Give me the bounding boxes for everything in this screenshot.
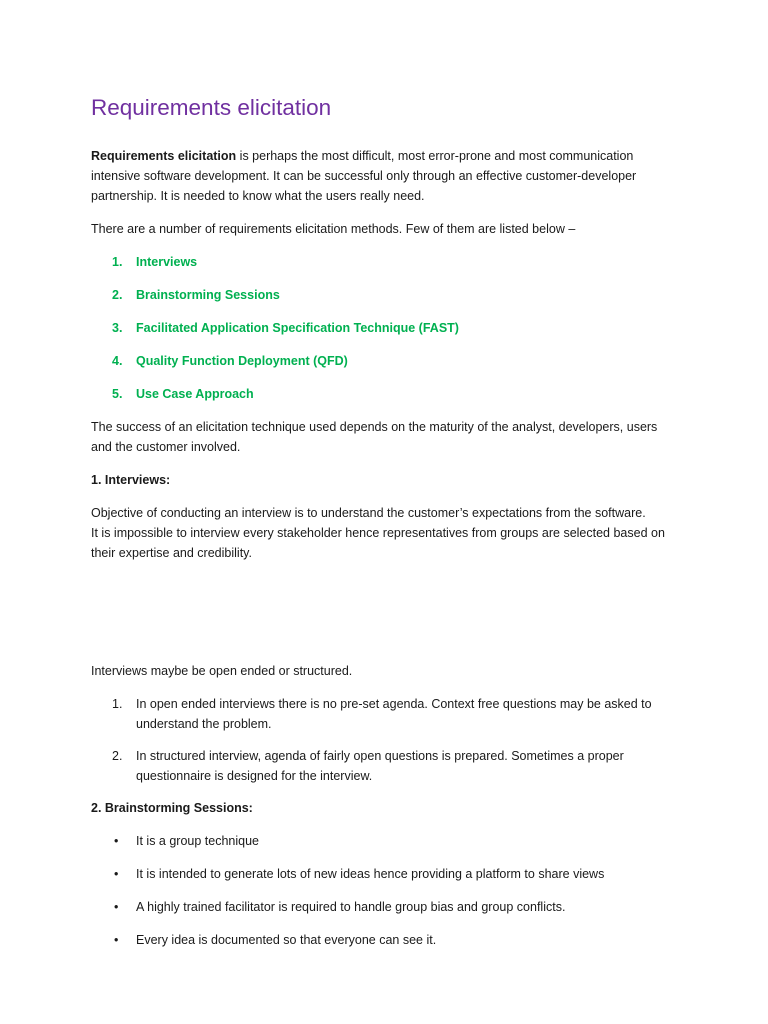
- bullet-icon: •: [114, 867, 119, 881]
- brainstorming-heading: 2. Brainstorming Sessions:: [91, 801, 253, 815]
- intro-bold-term: Requirements elicitation: [91, 149, 237, 163]
- interview-type-text: In structured interview, agenda of fairly open questions is prepared. Sometimes a proper questionnaire is designed for the interview.: [136, 749, 624, 783]
- method-label: Quality Function Deployment (QFD): [136, 354, 348, 368]
- method-label: Interviews: [136, 255, 198, 269]
- methods-intro: There are a number of requirements elicitation methods. Few of them are listed below –: [91, 222, 576, 236]
- brainstorming-item: [91, 831, 681, 851]
- interview-types-intro: Interviews maybe be open ended or structured.: [91, 664, 353, 678]
- list-number: 3.: [112, 321, 123, 335]
- success-paragraph: The success of an elicitation technique used depends on the maturity of the analyst, developers, users and the customer involved.: [91, 420, 658, 454]
- method-item: [91, 285, 681, 305]
- interviews-heading: 1. Interviews:: [91, 473, 171, 487]
- method-item: [91, 384, 681, 404]
- method-label: Brainstorming Sessions: [136, 288, 280, 302]
- method-label: Facilitated Application Specification Technique (FAST): [136, 321, 459, 335]
- brainstorming-item: [91, 930, 681, 950]
- interview-type-item: [91, 746, 681, 786]
- brainstorming-item: [91, 864, 681, 884]
- brainstorming-text: A highly trained facilitator is required to handle group bias and group conflicts.: [136, 900, 566, 914]
- bullet-icon: •: [114, 834, 119, 848]
- method-item: [91, 252, 681, 272]
- interviews-objective: Objective of conducting an interview is to understand the customer’s expectations from the software.: [91, 506, 646, 520]
- brainstorming-text: It is a group technique: [136, 834, 259, 848]
- intro-paragraph: [91, 146, 681, 206]
- interview-type-text: In open ended interviews there is no pre-set agenda. Context free questions may be asked to understand the problem.: [136, 697, 652, 731]
- document-page: [91, 92, 681, 963]
- brainstorming-text: Every idea is documented so that everyone can see it.: [136, 933, 437, 947]
- blank-space: [91, 576, 681, 661]
- method-item: [91, 351, 681, 371]
- brainstorming-text: It is intended to generate lots of new ideas hence providing a platform to share views: [136, 867, 605, 881]
- intro-text: is perhaps the most difficult, most error-prone and most communication intensive software development. It can be successful only through an effective customer-developer partnership. It is needed to know what the users really need.: [91, 149, 637, 203]
- brainstorming-list: [91, 831, 681, 950]
- interview-type-item: [91, 694, 681, 734]
- bullet-icon: •: [114, 933, 119, 947]
- page-title: Requirements elicitation: [91, 95, 332, 120]
- brainstorming-item: [91, 897, 681, 917]
- list-number: 4.: [112, 354, 123, 368]
- bullet-icon: •: [114, 900, 119, 914]
- list-number: 1.: [112, 697, 123, 711]
- interview-types-list: [91, 694, 681, 786]
- methods-list: [91, 252, 681, 404]
- method-label: Use Case Approach: [136, 387, 254, 401]
- interviews-stakeholders: It is impossible to interview every stakeholder hence representatives from groups are selected based on their expertise and credibility.: [91, 526, 665, 560]
- list-number: 2.: [112, 749, 123, 763]
- method-item: [91, 318, 681, 338]
- list-number: 5.: [112, 387, 123, 401]
- list-number: 1.: [112, 255, 123, 269]
- list-number: 2.: [112, 288, 123, 302]
